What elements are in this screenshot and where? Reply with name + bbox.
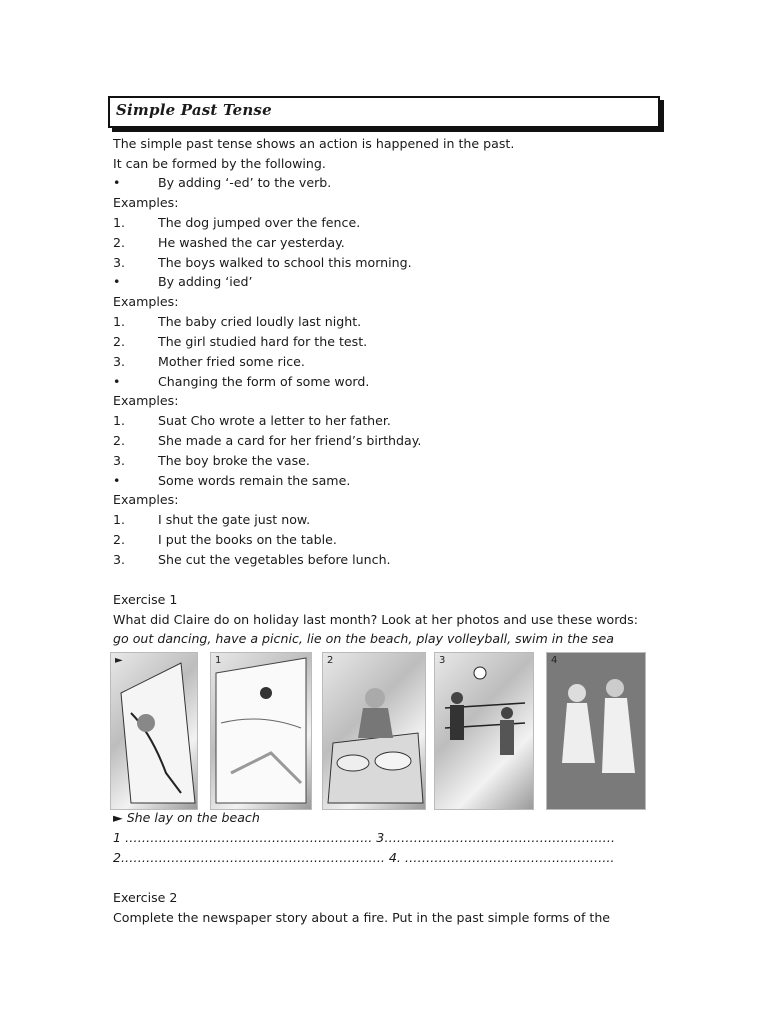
dancing-illustration bbox=[547, 653, 645, 809]
exercise-2-heading: Exercise 2 bbox=[113, 890, 178, 905]
photo-label: ► bbox=[115, 655, 123, 666]
example-number: 1. bbox=[113, 413, 126, 428]
photo-label: 1 bbox=[215, 655, 222, 666]
example-1-1: The dog jumped over the fence. bbox=[158, 215, 361, 230]
example-answer: ► She lay on the beach bbox=[113, 810, 260, 825]
example-number: 2. bbox=[113, 532, 126, 547]
example-3-2: She made a card for her friend’s birthday. bbox=[158, 433, 422, 448]
examples-label: Examples: bbox=[113, 393, 179, 408]
examples-label: Examples: bbox=[113, 492, 179, 507]
answer-blanks-row-2[interactable]: 2.…………………………………………………….. 4. ………………………………………….. bbox=[113, 850, 615, 865]
rule-3: Changing the form of some word. bbox=[158, 374, 370, 389]
example-number: 2. bbox=[113, 235, 126, 250]
examples-label: Examples: bbox=[113, 294, 179, 309]
photo-3 bbox=[434, 652, 534, 810]
example-4-3: She cut the vegetables before lunch. bbox=[158, 552, 391, 567]
exercise-1-heading: Exercise 1 bbox=[113, 592, 178, 607]
exercise-1-words: go out dancing, have a picnic, lie on the beach, play volleyball, swim in the sea bbox=[113, 631, 614, 646]
picnic-illustration bbox=[323, 653, 425, 809]
example-1-3: The boys walked to school this morning. bbox=[158, 255, 412, 270]
example-number: 2. bbox=[113, 433, 126, 448]
example-number: 3. bbox=[113, 453, 126, 468]
example-number: 2. bbox=[113, 334, 126, 349]
exercise-2-instruction: Complete the newspaper story about a fire. Put in the past simple forms of the bbox=[113, 910, 611, 925]
rule-4: Some words remain the same. bbox=[158, 473, 351, 488]
photo-4 bbox=[546, 652, 646, 810]
example-2-3: Mother fried some rice. bbox=[158, 354, 305, 369]
photo-strip bbox=[110, 652, 644, 808]
photo-label: 4 bbox=[551, 655, 558, 666]
photo-2 bbox=[322, 652, 426, 810]
example-3-3: The boy broke the vase. bbox=[158, 453, 310, 468]
example-number: 1. bbox=[113, 314, 126, 329]
example-4-2: I put the books on the table. bbox=[158, 532, 337, 547]
intro-line-1: The simple past tense shows an action is happened in the past. bbox=[113, 136, 515, 151]
example-2-1: The baby cried loudly last night. bbox=[158, 314, 362, 329]
bullet: • bbox=[113, 175, 121, 190]
title-box bbox=[108, 96, 660, 128]
example-4-1: I shut the gate just now. bbox=[158, 512, 311, 527]
intro-line-2: It can be formed by the following. bbox=[113, 156, 326, 171]
rule-2: By adding ‘ied’ bbox=[158, 274, 253, 289]
swimming-illustration bbox=[211, 653, 311, 809]
photo-1 bbox=[210, 652, 312, 810]
example-number: 3. bbox=[113, 354, 126, 369]
photo-example bbox=[110, 652, 198, 810]
photo-label: 2 bbox=[327, 655, 334, 666]
page-title: Simple Past Tense bbox=[116, 101, 272, 119]
beach-illustration bbox=[111, 653, 197, 809]
bullet: • bbox=[113, 274, 121, 289]
bullet: • bbox=[113, 473, 121, 488]
answer-blanks-row-1[interactable]: 1 ………………………………………………….. 3………………………………………………. bbox=[113, 830, 616, 845]
example-3-1: Suat Cho wrote a letter to her father. bbox=[158, 413, 391, 428]
rule-1: By adding ‘-ed’ to the verb. bbox=[158, 175, 332, 190]
exercise-1-instruction: What did Claire do on holiday last month? Look at her photos and use these words: bbox=[113, 612, 638, 627]
example-number: 3. bbox=[113, 255, 126, 270]
example-number: 3. bbox=[113, 552, 126, 567]
example-2-2: The girl studied hard for the test. bbox=[158, 334, 368, 349]
example-1-2: He washed the car yesterday. bbox=[158, 235, 345, 250]
bullet: • bbox=[113, 374, 121, 389]
volleyball-illustration bbox=[435, 653, 533, 809]
examples-label: Examples: bbox=[113, 195, 179, 210]
example-number: 1. bbox=[113, 512, 126, 527]
example-number: 1. bbox=[113, 215, 126, 230]
photo-label: 3 bbox=[439, 655, 446, 666]
